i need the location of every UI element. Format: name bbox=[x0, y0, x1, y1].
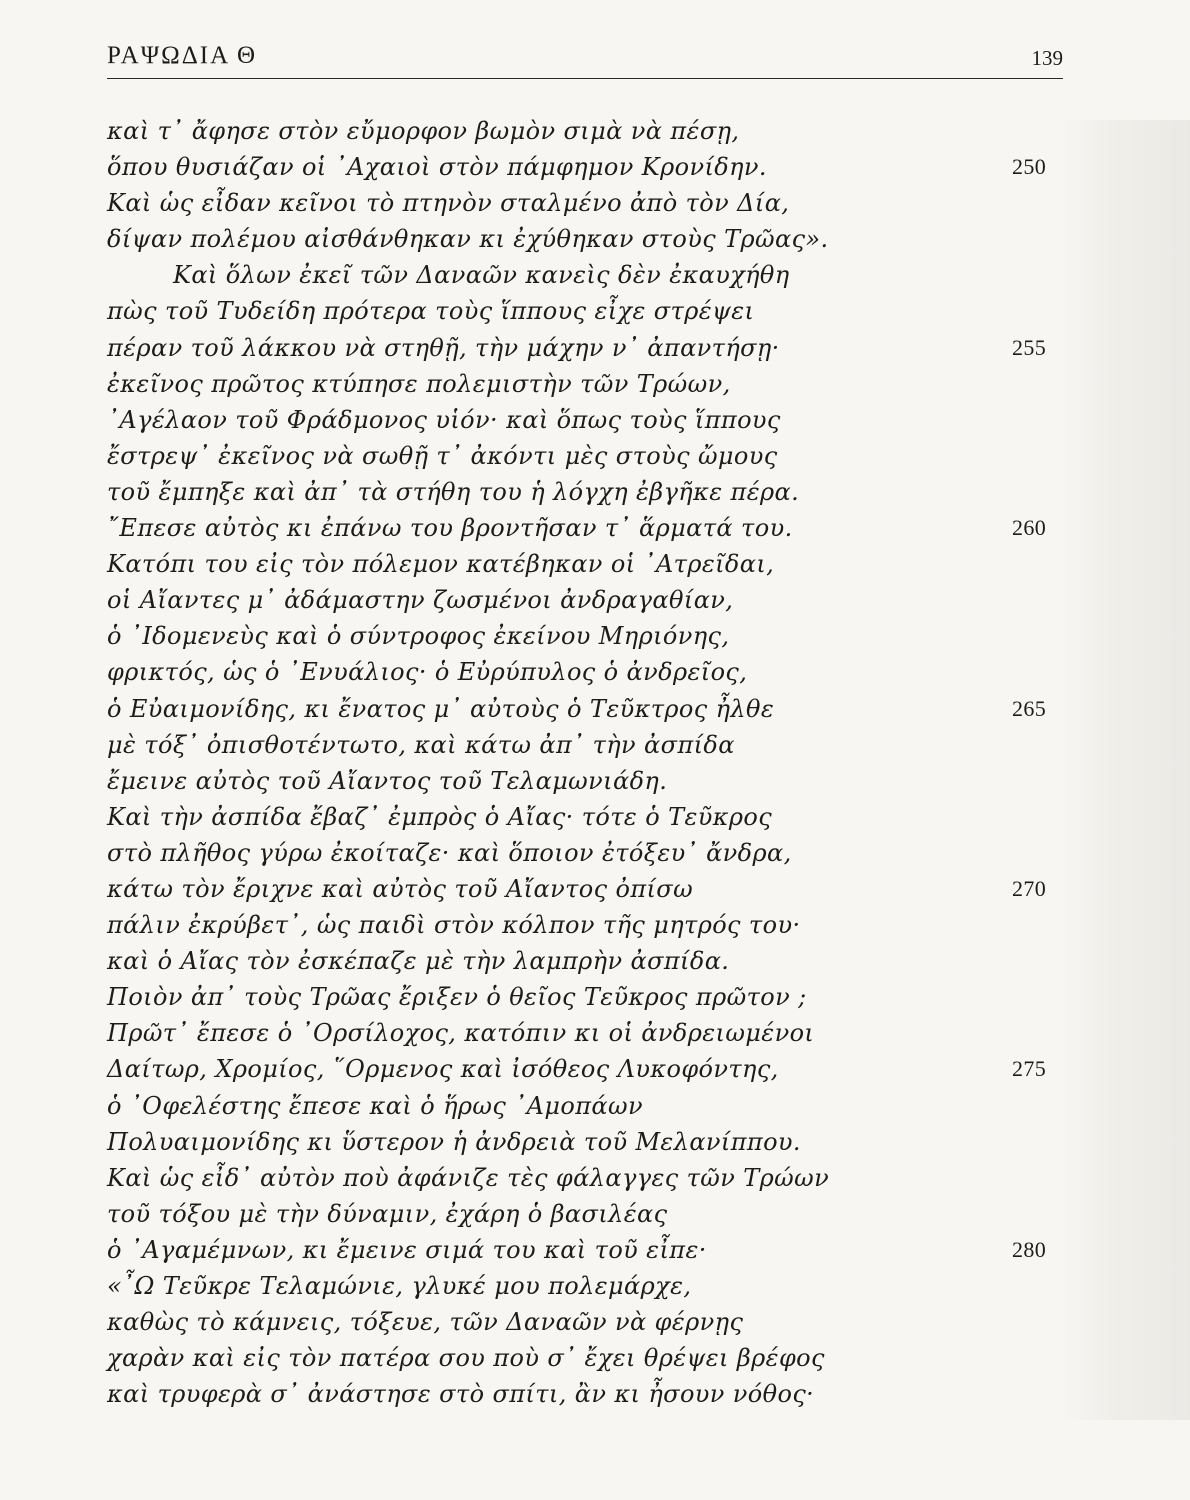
verse-line bbox=[107, 474, 1067, 510]
verse-line bbox=[107, 149, 1067, 185]
verse-text: ὁ ᾽Οφελέστης ἔπεσε καὶ ὁ ἥρως ᾽Αμοπάων bbox=[107, 1091, 643, 1120]
verse-line bbox=[107, 871, 1067, 907]
verse-line bbox=[107, 113, 1067, 149]
verse-line bbox=[107, 1051, 1067, 1087]
verse-line bbox=[107, 366, 1067, 402]
verse-line bbox=[107, 727, 1067, 763]
page-number: 139 bbox=[1031, 46, 1063, 70]
verse-text: Πολυαιμονίδης κι ὕστερον ἡ ἀνδρειὰ τοῦ Μελανίππου. bbox=[107, 1127, 801, 1156]
verse-line bbox=[107, 438, 1067, 474]
verse-line bbox=[107, 835, 1067, 871]
verse-text: ὁ ᾽Ιδομενεὺς καὶ ὁ σύντροφος ἐκείνου Μηριόνης, bbox=[107, 622, 730, 651]
verse-text: τοῦ τόξου μὲ τὴν δύναμιν, ἐχάρη ὁ βασιλέας bbox=[107, 1199, 668, 1228]
verse-text: δίψαν πολέμου αἰσθάνθηκαν κι ἐχύθηκαν στοὺς Τρῶας». bbox=[107, 225, 829, 254]
verse-line bbox=[107, 1088, 1067, 1124]
verse-line bbox=[107, 799, 1067, 835]
verse-text: στὸ πλῆθος γύρω ἐκοίταζε· καὶ ὅποιον ἐτόξευ᾽ ἄνδρα, bbox=[107, 838, 792, 867]
verse-text: πὼς τοῦ Τυδείδη πρότερα τοὺς ἵππους εἶχε στρέψει bbox=[107, 297, 755, 326]
verse-text: ὅπου θυσιάζαν οἱ ᾽Αχαιοὶ στὸν πάμφημον Κρονίδην. bbox=[107, 153, 767, 182]
verse-text: φρικτός, ὡς ὁ ᾽Ενυάλιος· ὁ Εὐρύπυλος ὁ ἀνδρεῖος, bbox=[107, 658, 748, 687]
verse-text: Καὶ ὡς εἶδαν κεῖνοι τὸ πτηνὸν σταλμένο ἀπὸ τὸν Δία, bbox=[107, 189, 790, 218]
verse-text: καὶ τ᾽ ἄφησε στὸν εὔμορφον βωμὸν σιμὰ νὰ πέσῃ, bbox=[107, 117, 740, 145]
verse-line bbox=[107, 221, 1067, 257]
verse-text: ὁ Εὐαιμονίδης, κι ἔνατος μ᾽ αὐτοὺς ὁ Τεῦκτρος ἦλθε bbox=[107, 694, 775, 723]
verse-text: χαρὰν καὶ εἰς τὸν πατέρα σου ποὺ σ᾽ ἔχει θρέψει βρέφος bbox=[107, 1344, 825, 1373]
line-number: 260 bbox=[1012, 515, 1047, 541]
verse-line bbox=[107, 1376, 1067, 1412]
verse-text: καθὼς τὸ κάμνεις, τόξευε, τῶν Δαναῶν νὰ φέρνῃς bbox=[107, 1308, 744, 1337]
verse-text: οἱ Αἴαντες μ᾽ ἀδάμαστην ζωσμένοι ἀνδραγαθίαν, bbox=[107, 586, 734, 615]
line-number: 255 bbox=[1012, 334, 1047, 360]
line-number: 275 bbox=[1012, 1056, 1047, 1082]
verse-text: ἔστρεψ᾽ ἐκεῖνος νὰ σωθῇ τ᾽ ἀκόντι μὲς στοὺς ὤμους bbox=[107, 441, 778, 470]
verse-text: Καὶ ὡς εἶδ᾽ αὐτὸν ποὺ ἀφάνιζε τὲς φάλαγγες τῶν Τρώων bbox=[107, 1163, 830, 1192]
verse-line bbox=[107, 691, 1067, 727]
line-number: 265 bbox=[1012, 695, 1047, 721]
verse-line bbox=[107, 582, 1067, 618]
verse-line bbox=[107, 654, 1067, 690]
verse-text: Καὶ ὅλων ἐκεῖ τῶν Δαναῶν κανεὶς δὲν ἐκαυχήθη bbox=[173, 261, 790, 290]
line-number: 280 bbox=[1012, 1236, 1047, 1262]
verse-line bbox=[107, 618, 1067, 654]
verse-text: Κατόπι του εἰς τὸν πόλεμον κατέβηκαν οἱ ᾽Ατρεῖδαι, bbox=[107, 550, 775, 579]
verse-text: Δαίτωρ, Χρομίος, ῞Ορμενος καὶ ἰσόθεος Λυκοφόντης, bbox=[107, 1055, 779, 1084]
verse-text: Καὶ τὴν ἀσπίδα ἔβαζ᾽ ἐμπρὸς ὁ Αἴας· τότε ὁ Τεῦκρος bbox=[107, 802, 773, 831]
verse-text: «῏Ω Τεῦκρε Τελαμώνιε, γλυκέ μου πολεμάρχε, bbox=[107, 1272, 692, 1300]
verse-text: πέραν τοῦ λάκκου νὰ στηθῇ, τὴν μάχην ν᾽ ἀπαντήσῃ· bbox=[107, 333, 780, 362]
verse-text: ᾽Αγέλαον τοῦ Φράδμονος υἱόν· καὶ ὅπως τοὺς ἵππους bbox=[107, 405, 781, 434]
verse-line bbox=[107, 546, 1067, 582]
verse-text: καὶ τρυφερὰ σ᾽ ἀνάστησε στὸ σπίτι, ἂν κι ἦσουν νόθος· bbox=[107, 1380, 815, 1409]
verse-line bbox=[107, 402, 1067, 438]
verse-text: ἔμεινε αὐτὸς τοῦ Αἴαντος τοῦ Τελαμωνιάδη. bbox=[107, 766, 668, 795]
verse-line bbox=[107, 510, 1067, 546]
verse-line bbox=[107, 185, 1067, 221]
verse-line bbox=[107, 1304, 1067, 1340]
verse-text: Πρῶτ᾽ ἔπεσε ὁ ᾽Ορσίλοχος, κατόπιν κι οἱ ἀνδρειωμένοι bbox=[107, 1019, 815, 1048]
verse-line bbox=[107, 1160, 1067, 1196]
verse-line bbox=[107, 1124, 1067, 1160]
verse-line bbox=[107, 1268, 1067, 1304]
verse-line bbox=[107, 1196, 1067, 1232]
verse-text: τοῦ ἔμπηξε καὶ ἀπ᾽ τὰ στήθη του ἡ λόγχη ἐβγῆκε πέρα. bbox=[107, 477, 800, 506]
verse-line bbox=[107, 943, 1067, 979]
running-header bbox=[107, 38, 1063, 79]
running-title: ΡΑΨΩΔΙΑ Θ bbox=[107, 42, 258, 69]
verse-text: ῎Επεσε αὐτὸς κι ἐπάνω του βροντῆσαν τ᾽ ἅρματά του. bbox=[107, 514, 793, 543]
line-number: 270 bbox=[1012, 875, 1047, 901]
verse-line bbox=[107, 293, 1067, 329]
verse-line bbox=[107, 330, 1067, 366]
verse-line bbox=[107, 1340, 1067, 1376]
verse-text: Ποιὸν ἀπ᾽ τοὺς Τρῶας ἔριξεν ὁ θεῖος Τεῦκρος πρῶτον ; bbox=[107, 983, 807, 1012]
verse-line bbox=[107, 907, 1067, 943]
verse-line bbox=[107, 1232, 1067, 1268]
line-number: 250 bbox=[1012, 154, 1047, 180]
verse-line bbox=[107, 979, 1067, 1015]
verse-text: καὶ ὁ Αἴας τὸν ἐσκέπαζε μὲ τὴν λαμπρὴν ἀσπίδα. bbox=[107, 947, 730, 976]
bleed-through-shade bbox=[1060, 120, 1190, 1420]
verse-text: κάτω τὸν ἔριχνε καὶ αὐτὸς τοῦ Αἴαντος ὀπίσω bbox=[107, 874, 694, 903]
verse-line bbox=[107, 763, 1067, 799]
verse-line bbox=[107, 257, 1067, 293]
verse-text: μὲ τόξ᾽ ὀπισθοτέντωτο, καὶ κάτω ἀπ᾽ τὴν ἀσπίδα bbox=[107, 730, 735, 759]
verse-line bbox=[107, 1015, 1067, 1051]
verse-text: ἐκεῖνος πρῶτος κτύπησε πολεμιστὴν τῶν Τρώων, bbox=[107, 369, 731, 398]
verse-block bbox=[107, 113, 1067, 1412]
verse-text: πάλιν ἐκρύβετ᾽, ὡς παιδὶ στὸν κόλπον τῆς μητρός του· bbox=[107, 911, 801, 940]
verse-text: ὁ ᾽Αγαμέμνων, κι ἔμεινε σιμά του καὶ τοῦ εἶπε· bbox=[107, 1235, 707, 1264]
